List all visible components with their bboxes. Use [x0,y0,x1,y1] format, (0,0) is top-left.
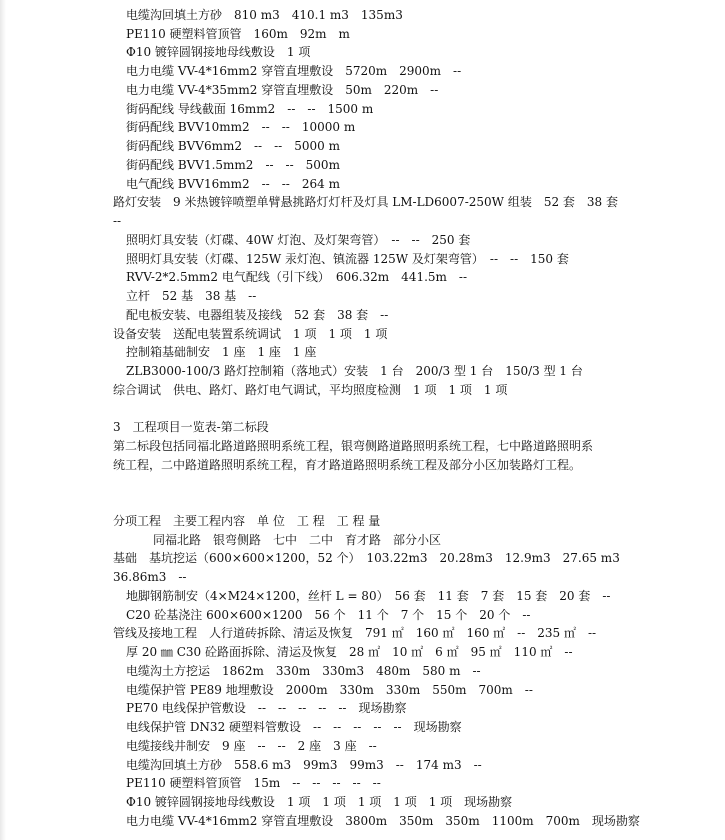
item-line: C20 砼基浇注 600×600×1200 56 个 11 个 7 个 15 个 20 个 -- [126,608,531,622]
item-line: 电缆接线井制安 9 座 -- -- 2 座 3 座 -- [126,739,377,753]
paragraph-line: 第二标段包括同福北路道路照明系统工程，银弯侧路道路照明系统工程，七中路道路照明系 [113,439,594,453]
item-line: 地脚钢筋制安（4×M24×1200，丝杆 L = 80） 56 套 11 套 7 套 15 套 20 套 -- [126,589,611,603]
item-line: PE110 硬塑料管顶管 15m -- -- -- -- -- [126,776,381,790]
item-line: 电缆沟回填土方砂 810 m3 410.1 m3 135m3 [126,8,403,22]
item-line: 照明灯具安装（灯碟、40W 灯泡、及灯架弯管） -- -- 250 套 [126,233,471,247]
item-line: RVV-2*2.5mm2 电气配线（引下线） 606.32m 441.5m -- [126,270,468,284]
section-line: 路灯安装 9 米热镀锌喷塑单臂悬挑路灯灯杆及灯具 LM-LD6007-250W 组装 52 套 38 套 [113,195,618,209]
table-header: 分项工程 主要工程内容 单 位 工 程 工 程 量 [113,514,381,528]
item-line: -- [113,214,122,228]
table-header-columns: 同福北路 银弯侧路 七中 二中 育才路 部分小区 [153,533,442,547]
item-line: 街码配线 BVV6mm2 -- -- 5000 m [126,139,340,153]
item-line: 街码配线 BVV10mm2 -- -- 10000 m [126,120,356,134]
item-line: 电力电缆 VV-4*16mm2 穿管直埋敷设 3800m 350m 350m 1100m 700m 现场勘察 [126,814,640,828]
paragraph-line: 统工程，二中路道路照明系统工程，育才路道路照明系统工程及部分小区加装路灯工程。 [113,458,582,472]
section-line: 设备安装 送配电装置系统调试 1 项 1 项 1 项 [113,327,388,341]
item-line: 电线保护管 DN32 硬塑料管敷设 -- -- -- -- -- 现场勘察 [126,720,462,734]
section-line: 基础 基坑挖运（600×600×1200，52 个） 103.22m3 20.28m3 12.9m3 27.65 m3 [113,551,620,565]
item-line: 街码配线 导线截面 16mm2 -- -- 1500 m [126,102,374,116]
item-line: 街码配线 BVV1.5mm2 -- -- 500m [126,158,340,172]
item-line: ZLB3000-100/3 路灯控制箱（落地式）安装 1 台 200/3 型 1 台 150/3 型 1 台 [126,364,583,378]
item-line: 立杆 52 基 38 基 -- [126,289,257,303]
item-line: 照明灯具安装（灯碟、125W 汞灯泡、镇流器 125W 及灯架弯管） -- -- 150 套 [126,252,569,266]
section-line: 管线及接地工程 人行道砖拆除、清运及恢复 791 ㎡ 160 ㎡ 160 ㎡ -- 235 ㎡ -- [113,626,597,640]
item-line: PE110 硬塑料管顶管 160m 92m m [126,27,350,41]
item-line: 电气配线 BVV16mm2 -- -- 264 m [126,177,340,191]
item-line: 厚 20 ㎜ C30 砼路面拆除、清运及恢复 28 ㎡ 10 ㎡ 6 ㎡ 95 ㎡ 110 ㎡ -- [126,645,573,659]
item-line: 电缆沟土方挖运 1862m 330m 330m3 480m 580 m -- [126,664,481,678]
section-line: 综合调试 供电、路灯、路灯电气调试，平均照度检测 1 项 1 项 1 项 [113,383,508,397]
item-line: 36.86m3 -- [113,570,187,584]
item-line: 电力电缆 VV-4*16mm2 穿管直埋敷设 5720m 2900m -- [126,64,462,78]
section-heading: 3 工程项目一览表-第二标段 [113,420,269,434]
item-line: 电缆沟回填土方砂 558.6 m3 99m3 99m3 -- 174 m3 -- [126,758,482,772]
item-line: PE70 电线保护管敷设 -- -- -- -- -- 现场勘察 [126,701,407,715]
item-line: Φ10 镀锌圆钢接地母线敷设 1 项 1 项 1 项 1 项 1 项 现场勘察 [126,795,513,809]
item-line: Φ10 镀锌圆钢接地母线敷设 1 项 [126,45,311,59]
item-line: 电缆保护管 PE89 地埋敷设 2000m 330m 330m 550m 700m -- [126,683,533,697]
item-line: 配电板安装、电器组装及接线 52 套 38 套 -- [126,308,389,322]
item-line: 控制箱基础制安 1 座 1 座 1 座 [126,345,317,359]
item-line: 电力电缆 VV-4*35mm2 穿管直埋敷设 50m 220m -- [126,83,439,97]
